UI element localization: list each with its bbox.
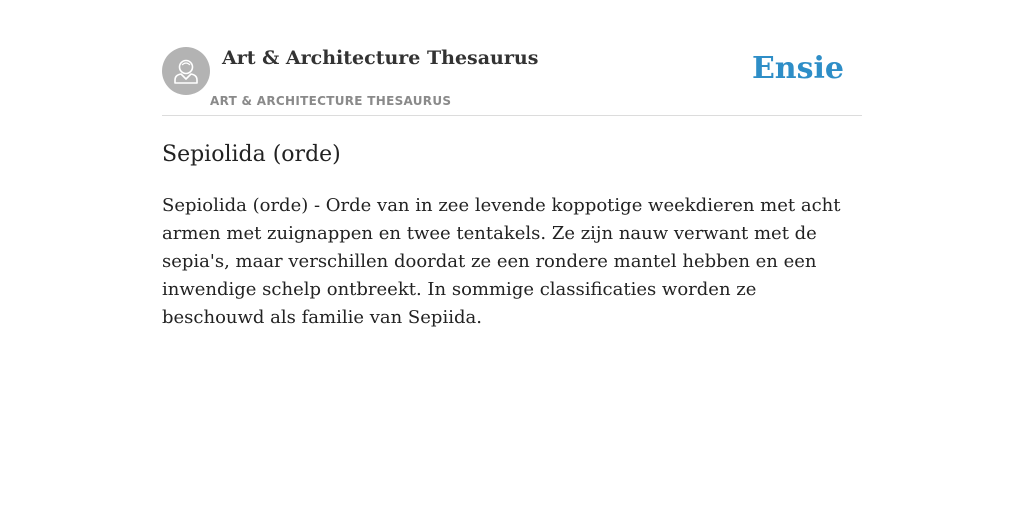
avatar[interactable] [162,47,210,95]
author-header [162,47,862,116]
ensie-logo[interactable]: Ensie [751,51,844,86]
source-label[interactable]: ART & ARCHITECTURE THESAURUS [210,94,452,108]
page-title: Sepiolida (orde) [162,142,341,167]
user-icon [162,47,210,95]
author-name[interactable]: Art & Architecture Thesaurus [222,47,539,69]
definition-text: Sepiolida (orde) - Orde van in zee levende koppotige weekdieren met acht armen met zuignappen en twee tentakels. Ze zijn nauw verwant met de sepia's, maar verschillen doordat ze een rondere mantel hebben en een inwendige schelp ontbreekt. In sommige classificaties worden ze beschouwd als familie van Sepiida. [162,195,841,328]
